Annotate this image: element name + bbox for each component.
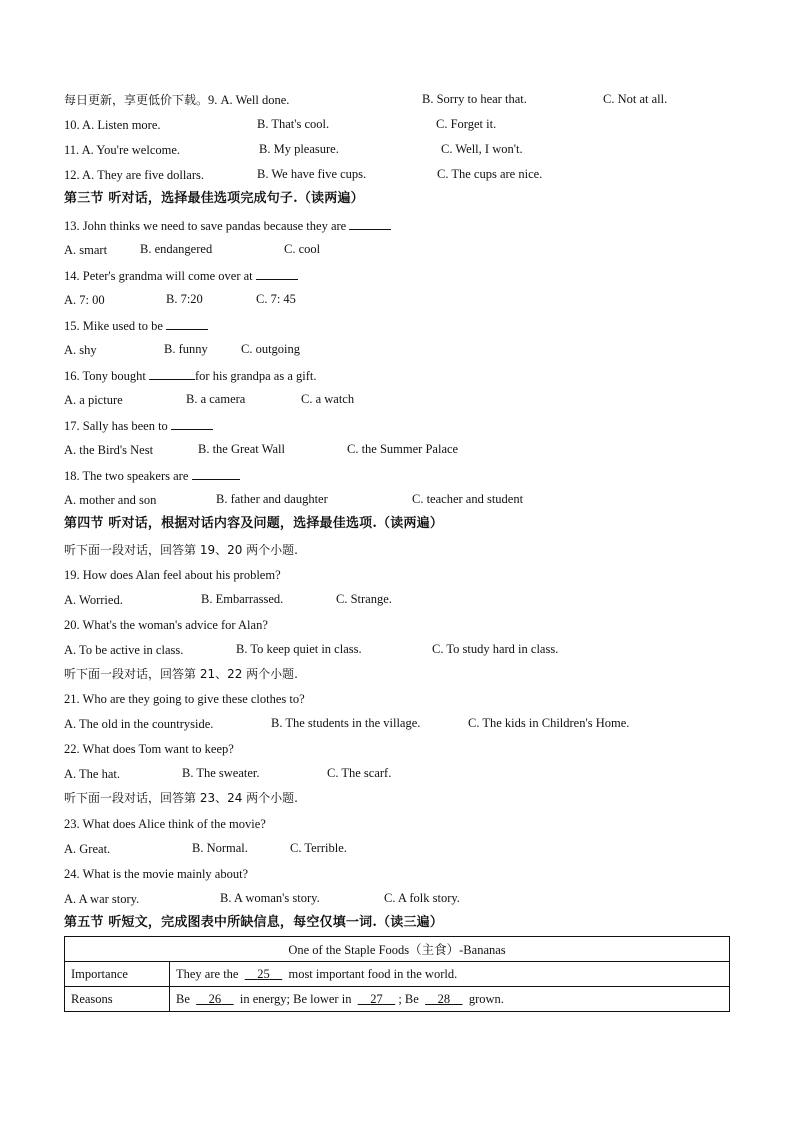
q22-option-b: B. The sweater.	[182, 766, 260, 780]
q13-option-c: C. cool	[284, 242, 321, 256]
reasons-mid-1: in energy; Be lower in	[239, 991, 352, 1006]
q18-option-b: B. father and daughter	[216, 492, 328, 506]
q24-option-c: C. A folk story.	[384, 891, 460, 905]
q11-option-c: C. Well, I won't.	[441, 142, 523, 156]
blank-25-number: 25	[257, 966, 270, 981]
q9-option-c: C. Not at all.	[603, 92, 668, 106]
q19-option-b: B. Embarrassed.	[201, 592, 284, 606]
q12-option-a: 12. A. They are five dollars.	[64, 168, 205, 182]
q23-option-a: A. Great.	[64, 842, 111, 856]
q24-option-b: B. A woman's story.	[220, 891, 320, 905]
table-title-row	[65, 937, 730, 962]
q10-option-c: C. Forget it.	[436, 117, 497, 131]
table-row-reasons	[65, 987, 730, 1012]
importance-content	[170, 962, 730, 987]
q17-stem	[64, 417, 213, 434]
q16-stem-post: for his grandpa as a gift.	[195, 369, 317, 383]
q17-option-a: A. the Bird's Nest	[64, 443, 154, 457]
q13-blank	[349, 217, 391, 230]
table-title: One of the Staple Foods（主食）-Bananas	[65, 937, 730, 962]
reasons-content	[170, 987, 730, 1012]
q23-option-c: C. Terrible.	[290, 841, 347, 855]
reasons-be-1: Be	[176, 991, 190, 1006]
q14-stem-text: 14. Peter's grandma will come over at	[64, 269, 253, 283]
q23-stem: 23. What does Alice think of the movie?	[64, 817, 266, 831]
q22-option-c: C. The scarf.	[327, 766, 392, 780]
q15-option-a: A. shy	[64, 343, 97, 357]
q14-option-b: B. 7:20	[166, 292, 203, 306]
q16-option-b: B. a camera	[186, 392, 246, 406]
q14-option-a: A. 7: 00	[64, 293, 105, 307]
q24-stem: 24. What is the movie mainly about?	[64, 867, 249, 881]
q21-option-a: A. The old in the countryside.	[64, 717, 214, 731]
q15-stem	[64, 317, 208, 334]
reasons-mid-2: ; Be	[398, 991, 419, 1006]
q15-stem-text: 15. Mike used to be	[64, 319, 163, 333]
blank-28	[425, 992, 463, 1006]
q13-stem	[64, 217, 391, 234]
q19-stem: 19. How does Alan feel about his problem?	[64, 568, 281, 582]
q18-option-c: C. teacher and student	[412, 492, 524, 506]
q10-option-b: B. That's cool.	[257, 117, 330, 131]
blank-27-number: 27	[370, 991, 383, 1006]
q10-option-a: 10. A. Listen more.	[64, 118, 161, 132]
reasons-label: Reasons	[65, 987, 170, 1012]
listen-instruction-19-20: 听下面一段对话，回答第 19、20 两个小题.	[64, 543, 298, 557]
q9-option-b: B. Sorry to hear that.	[422, 92, 527, 106]
q13-option-b: B. endangered	[140, 242, 213, 256]
q16-blank	[149, 367, 195, 380]
blank-28-number: 28	[437, 991, 451, 1006]
q19-option-a: A. Worried.	[64, 593, 123, 607]
q13-stem-text: 13. John thinks we need to save pandas because they are	[64, 219, 347, 233]
q22-option-a: A. The hat.	[64, 767, 121, 781]
q18-blank	[192, 467, 240, 480]
importance-label: Importance	[65, 962, 170, 987]
q19-option-c: C. Strange.	[336, 592, 392, 606]
q15-option-c: C. outgoing	[241, 342, 301, 356]
q9-row	[64, 92, 289, 108]
q17-option-b: B. the Great Wall	[198, 442, 285, 456]
q12-option-b: B. We have five cups.	[257, 167, 367, 181]
watermark-text: 每日更新，享更低价下载。	[64, 93, 209, 107]
q13-option-a: A. smart	[64, 243, 108, 257]
blank-26	[196, 992, 234, 1006]
blank-27	[358, 992, 396, 1006]
blank-26-number: 26	[208, 991, 222, 1006]
blank-25	[245, 967, 283, 981]
q14-stem	[64, 267, 298, 284]
q17-option-c: C. the Summer Palace	[347, 442, 459, 456]
q18-stem	[64, 467, 240, 484]
listen-instruction-23-24: 听下面一段对话，回答第 23、24 两个小题.	[64, 791, 298, 805]
q22-stem: 22. What does Tom want to keep?	[64, 742, 234, 756]
importance-pre-text: They are the	[176, 966, 239, 981]
section-5-heading: 第五节 听短文，完成图表中所缺信息，每空仅填一词.（读三遍）	[64, 915, 444, 930]
reasons-post: grown.	[468, 991, 504, 1006]
q20-option-b: B. To keep quiet in class.	[236, 642, 362, 656]
q20-option-c: C. To study hard in class.	[432, 642, 559, 656]
listen-instruction-21-22: 听下面一段对话，回答第 21、22 两个小题.	[64, 667, 298, 681]
q16-option-c: C. a watch	[301, 392, 355, 406]
q18-option-a: A. mother and son	[64, 493, 157, 507]
q11-option-b: B. My pleasure.	[259, 142, 339, 156]
q15-blank	[166, 317, 208, 330]
q17-blank	[171, 417, 213, 430]
q17-stem-text: 17. Sally has been to	[64, 419, 168, 433]
q12-option-c: C. The cups are nice.	[437, 167, 543, 181]
q16-stem	[64, 367, 317, 384]
q23-option-b: B. Normal.	[192, 841, 248, 855]
q9-number: 9.	[208, 93, 218, 107]
q21-option-c: C. The kids in Children's Home.	[468, 716, 630, 730]
table-row-importance	[65, 962, 730, 987]
q18-stem-text: 18. The two speakers are	[64, 469, 189, 483]
q9-option-a: A. Well done.	[220, 93, 290, 107]
q16-stem-pre: 16. Tony bought	[64, 369, 146, 383]
q16-option-a: A. a picture	[64, 393, 123, 407]
q20-stem: 20. What's the woman's advice for Alan?	[64, 618, 268, 632]
q21-option-b: B. The students in the village.	[271, 716, 421, 730]
importance-post-text: most important food in the world.	[288, 966, 458, 981]
banana-info-table	[64, 936, 730, 1012]
q21-stem: 21. Who are they going to give these clothes to?	[64, 692, 305, 706]
q14-option-c: C. 7: 45	[256, 292, 296, 306]
q24-option-a: A. A war story.	[64, 892, 140, 906]
section-4-heading: 第四节 听对话，根据对话内容及问题，选择最佳选项.（读两遍）	[64, 516, 444, 531]
q11-option-a: 11. A. You're welcome.	[64, 143, 181, 157]
section-3-heading: 第三节 听对话，选择最佳选项完成句子.（读两遍）	[64, 191, 364, 206]
q15-option-b: B. funny	[164, 342, 208, 356]
q14-blank	[256, 267, 298, 280]
q20-option-a: A. To be active in class.	[64, 643, 184, 657]
